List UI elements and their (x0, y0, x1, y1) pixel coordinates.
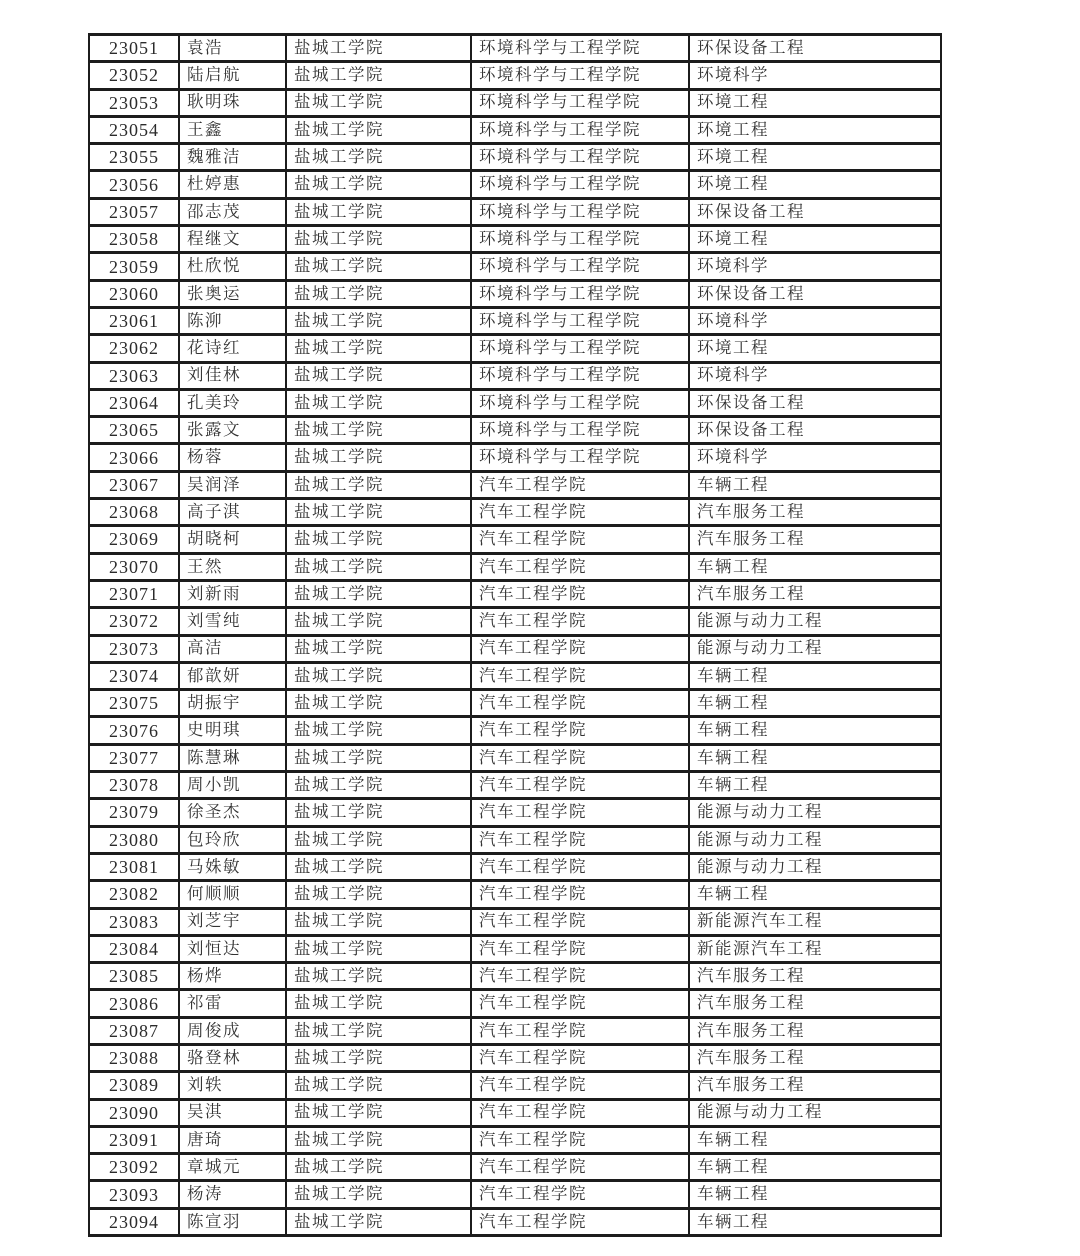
cell-major: 环境科学 (689, 62, 941, 89)
cell-name: 郁歆妍 (179, 662, 286, 689)
cell-id: 23077 (89, 744, 179, 771)
cell-university: 盐城工学院 (286, 853, 471, 880)
cell-id: 23066 (89, 444, 179, 471)
cell-major: 环保设备工程 (689, 389, 941, 416)
table-row (89, 389, 941, 416)
cell-college: 汽车工程学院 (471, 608, 689, 635)
cell-major: 汽车服务工程 (689, 1017, 941, 1044)
cell-major: 汽车服务工程 (689, 990, 941, 1017)
cell-id: 23078 (89, 772, 179, 799)
table-row (89, 417, 941, 444)
cell-university: 盐城工学院 (286, 116, 471, 143)
table-row (89, 608, 941, 635)
cell-university: 盐城工学院 (286, 499, 471, 526)
cell-college: 汽车工程学院 (471, 1154, 689, 1181)
cell-id: 23085 (89, 963, 179, 990)
cell-university: 盐城工学院 (286, 1017, 471, 1044)
cell-college: 环境科学与工程学院 (471, 417, 689, 444)
table-row (89, 963, 941, 990)
cell-university: 盐城工学院 (286, 1181, 471, 1208)
cell-college: 汽车工程学院 (471, 826, 689, 853)
table-row (89, 198, 941, 225)
table-row (89, 280, 941, 307)
cell-major: 车辆工程 (689, 772, 941, 799)
table-row (89, 690, 941, 717)
cell-major: 能源与动力工程 (689, 826, 941, 853)
cell-university: 盐城工学院 (286, 35, 471, 62)
cell-university: 盐城工学院 (286, 799, 471, 826)
cell-name: 马姝敏 (179, 853, 286, 880)
cell-id: 23058 (89, 226, 179, 253)
table-row (89, 62, 941, 89)
cell-college: 环境科学与工程学院 (471, 35, 689, 62)
cell-name: 刘佳林 (179, 362, 286, 389)
cell-college: 汽车工程学院 (471, 526, 689, 553)
table-row (89, 362, 941, 389)
cell-id: 23094 (89, 1208, 179, 1235)
cell-major: 环境工程 (689, 226, 941, 253)
table-row (89, 799, 941, 826)
cell-university: 盐城工学院 (286, 662, 471, 689)
cell-college: 环境科学与工程学院 (471, 198, 689, 225)
cell-college: 汽车工程学院 (471, 690, 689, 717)
table-row (89, 990, 941, 1017)
cell-university: 盐城工学院 (286, 1044, 471, 1071)
cell-university: 盐城工学院 (286, 635, 471, 662)
cell-id: 23092 (89, 1154, 179, 1181)
cell-college: 汽车工程学院 (471, 1072, 689, 1099)
table-row (89, 881, 941, 908)
cell-major: 车辆工程 (689, 717, 941, 744)
table-row (89, 826, 941, 853)
cell-university: 盐城工学院 (286, 717, 471, 744)
cell-id: 23051 (89, 35, 179, 62)
cell-college: 汽车工程学院 (471, 1126, 689, 1153)
table-row (89, 1017, 941, 1044)
cell-major: 车辆工程 (689, 1181, 941, 1208)
cell-name: 高洁 (179, 635, 286, 662)
cell-name: 袁浩 (179, 35, 286, 62)
cell-college: 汽车工程学院 (471, 471, 689, 498)
cell-name: 刘雪纯 (179, 608, 286, 635)
cell-id: 23055 (89, 144, 179, 171)
cell-id: 23057 (89, 198, 179, 225)
cell-id: 23074 (89, 662, 179, 689)
cell-name: 刘新雨 (179, 580, 286, 607)
cell-id: 23064 (89, 389, 179, 416)
cell-major: 能源与动力工程 (689, 799, 941, 826)
cell-id: 23075 (89, 690, 179, 717)
cell-university: 盐城工学院 (286, 935, 471, 962)
cell-university: 盐城工学院 (286, 171, 471, 198)
cell-university: 盐城工学院 (286, 144, 471, 171)
cell-major: 汽车服务工程 (689, 499, 941, 526)
cell-major: 环境科学 (689, 253, 941, 280)
table-row (89, 853, 941, 880)
cell-id: 23070 (89, 553, 179, 580)
cell-college: 环境科学与工程学院 (471, 307, 689, 334)
cell-college: 汽车工程学院 (471, 1099, 689, 1126)
student-table-body (89, 35, 941, 1236)
cell-name: 邵志茂 (179, 198, 286, 225)
table-row (89, 908, 941, 935)
cell-university: 盐城工学院 (286, 198, 471, 225)
cell-name: 程继文 (179, 226, 286, 253)
cell-major: 环保设备工程 (689, 417, 941, 444)
cell-name: 陈泖 (179, 307, 286, 334)
cell-college: 汽车工程学院 (471, 853, 689, 880)
cell-id: 23086 (89, 990, 179, 1017)
table-row (89, 1099, 941, 1126)
cell-major: 环境工程 (689, 144, 941, 171)
cell-id: 23072 (89, 608, 179, 635)
table-row (89, 1181, 941, 1208)
table-row (89, 1126, 941, 1153)
cell-college: 汽车工程学院 (471, 717, 689, 744)
cell-college: 环境科学与工程学院 (471, 389, 689, 416)
cell-name: 魏雅洁 (179, 144, 286, 171)
cell-college: 汽车工程学院 (471, 1044, 689, 1071)
cell-college: 汽车工程学院 (471, 499, 689, 526)
table-row (89, 1154, 941, 1181)
cell-name: 张奥运 (179, 280, 286, 307)
cell-name: 耿明珠 (179, 89, 286, 116)
cell-name: 王然 (179, 553, 286, 580)
table-row (89, 471, 941, 498)
cell-name: 张露文 (179, 417, 286, 444)
cell-university: 盐城工学院 (286, 335, 471, 362)
cell-major: 车辆工程 (689, 881, 941, 908)
table-row (89, 526, 941, 553)
cell-college: 汽车工程学院 (471, 772, 689, 799)
cell-college: 汽车工程学院 (471, 1017, 689, 1044)
table-row (89, 116, 941, 143)
cell-college: 环境科学与工程学院 (471, 444, 689, 471)
table-row (89, 1208, 941, 1235)
cell-id: 23091 (89, 1126, 179, 1153)
cell-college: 汽车工程学院 (471, 744, 689, 771)
cell-major: 环保设备工程 (689, 198, 941, 225)
cell-name: 刘恒达 (179, 935, 286, 962)
cell-major: 新能源汽车工程 (689, 908, 941, 935)
cell-name: 吴淇 (179, 1099, 286, 1126)
cell-name: 陆启航 (179, 62, 286, 89)
cell-major: 新能源汽车工程 (689, 935, 941, 962)
cell-id: 23088 (89, 1044, 179, 1071)
cell-university: 盐城工学院 (286, 226, 471, 253)
cell-university: 盐城工学院 (286, 89, 471, 116)
cell-university: 盐城工学院 (286, 280, 471, 307)
cell-major: 环保设备工程 (689, 280, 941, 307)
cell-university: 盐城工学院 (286, 608, 471, 635)
cell-id: 23068 (89, 499, 179, 526)
cell-name: 祁雷 (179, 990, 286, 1017)
cell-college: 汽车工程学院 (471, 935, 689, 962)
cell-major: 环境工程 (689, 335, 941, 362)
cell-id: 23060 (89, 280, 179, 307)
cell-id: 23080 (89, 826, 179, 853)
cell-university: 盐城工学院 (286, 690, 471, 717)
cell-id: 23059 (89, 253, 179, 280)
table-row (89, 226, 941, 253)
cell-college: 环境科学与工程学院 (471, 62, 689, 89)
cell-id: 23067 (89, 471, 179, 498)
cell-name: 陈慧琳 (179, 744, 286, 771)
cell-name: 胡晓柯 (179, 526, 286, 553)
cell-name: 史明琪 (179, 717, 286, 744)
cell-major: 环境工程 (689, 116, 941, 143)
cell-university: 盐城工学院 (286, 990, 471, 1017)
cell-id: 23089 (89, 1072, 179, 1099)
table-row (89, 253, 941, 280)
cell-id: 23065 (89, 417, 179, 444)
cell-major: 车辆工程 (689, 690, 941, 717)
cell-university: 盐城工学院 (286, 526, 471, 553)
cell-id: 23073 (89, 635, 179, 662)
cell-university: 盐城工学院 (286, 881, 471, 908)
cell-major: 能源与动力工程 (689, 635, 941, 662)
table-row (89, 444, 941, 471)
cell-id: 23062 (89, 335, 179, 362)
cell-id: 23061 (89, 307, 179, 334)
cell-major: 车辆工程 (689, 1126, 941, 1153)
cell-id: 23087 (89, 1017, 179, 1044)
cell-major: 环保设备工程 (689, 35, 941, 62)
table-row (89, 935, 941, 962)
student-roster-table (88, 33, 942, 1237)
cell-college: 汽车工程学院 (471, 635, 689, 662)
cell-college: 环境科学与工程学院 (471, 253, 689, 280)
table-row (89, 171, 941, 198)
cell-college: 环境科学与工程学院 (471, 362, 689, 389)
table-row (89, 89, 941, 116)
cell-name: 高子淇 (179, 499, 286, 526)
cell-university: 盐城工学院 (286, 1099, 471, 1126)
cell-college: 环境科学与工程学院 (471, 226, 689, 253)
cell-id: 23063 (89, 362, 179, 389)
cell-id: 23082 (89, 881, 179, 908)
cell-name: 孔美玲 (179, 389, 286, 416)
cell-id: 23052 (89, 62, 179, 89)
cell-college: 环境科学与工程学院 (471, 335, 689, 362)
cell-name: 胡振宇 (179, 690, 286, 717)
table-row (89, 717, 941, 744)
cell-college: 汽车工程学院 (471, 990, 689, 1017)
table-row (89, 35, 941, 62)
cell-university: 盐城工学院 (286, 1072, 471, 1099)
cell-college: 汽车工程学院 (471, 963, 689, 990)
cell-university: 盐城工学院 (286, 1126, 471, 1153)
cell-major: 车辆工程 (689, 471, 941, 498)
cell-id: 23076 (89, 717, 179, 744)
table-row (89, 635, 941, 662)
table-row (89, 144, 941, 171)
cell-name: 周俊成 (179, 1017, 286, 1044)
cell-id: 23081 (89, 853, 179, 880)
cell-id: 23079 (89, 799, 179, 826)
cell-id: 23069 (89, 526, 179, 553)
cell-university: 盐城工学院 (286, 389, 471, 416)
cell-major: 汽车服务工程 (689, 1044, 941, 1071)
cell-name: 包玲欣 (179, 826, 286, 853)
cell-major: 车辆工程 (689, 662, 941, 689)
cell-university: 盐城工学院 (286, 471, 471, 498)
cell-id: 23093 (89, 1181, 179, 1208)
cell-name: 唐琦 (179, 1126, 286, 1153)
cell-major: 汽车服务工程 (689, 526, 941, 553)
table-row (89, 335, 941, 362)
cell-major: 能源与动力工程 (689, 608, 941, 635)
cell-university: 盐城工学院 (286, 1154, 471, 1181)
cell-id: 23071 (89, 580, 179, 607)
table-row (89, 580, 941, 607)
cell-id: 23054 (89, 116, 179, 143)
cell-name: 王鑫 (179, 116, 286, 143)
cell-university: 盐城工学院 (286, 362, 471, 389)
cell-name: 杜欣悦 (179, 253, 286, 280)
cell-name: 杜婷惠 (179, 171, 286, 198)
cell-university: 盐城工学院 (286, 908, 471, 935)
cell-id: 23083 (89, 908, 179, 935)
cell-major: 环境工程 (689, 89, 941, 116)
cell-college: 环境科学与工程学院 (471, 171, 689, 198)
cell-id: 23090 (89, 1099, 179, 1126)
cell-name: 陈宣羽 (179, 1208, 286, 1235)
cell-name: 杨涛 (179, 1181, 286, 1208)
cell-name: 周小凯 (179, 772, 286, 799)
cell-major: 汽车服务工程 (689, 580, 941, 607)
cell-college: 汽车工程学院 (471, 1208, 689, 1235)
cell-university: 盐城工学院 (286, 253, 471, 280)
cell-name: 杨烨 (179, 963, 286, 990)
cell-university: 盐城工学院 (286, 744, 471, 771)
cell-major: 能源与动力工程 (689, 1099, 941, 1126)
table-row (89, 662, 941, 689)
cell-name: 徐圣杰 (179, 799, 286, 826)
cell-major: 环境科学 (689, 444, 941, 471)
cell-id: 23084 (89, 935, 179, 962)
cell-college: 环境科学与工程学院 (471, 89, 689, 116)
cell-major: 汽车服务工程 (689, 963, 941, 990)
cell-college: 汽车工程学院 (471, 662, 689, 689)
cell-college: 环境科学与工程学院 (471, 116, 689, 143)
cell-name: 刘芝宇 (179, 908, 286, 935)
cell-college: 汽车工程学院 (471, 881, 689, 908)
cell-major: 环境科学 (689, 307, 941, 334)
cell-university: 盐城工学院 (286, 62, 471, 89)
cell-college: 环境科学与工程学院 (471, 144, 689, 171)
cell-major: 车辆工程 (689, 553, 941, 580)
cell-university: 盐城工学院 (286, 307, 471, 334)
cell-name: 何顺顺 (179, 881, 286, 908)
table-row (89, 499, 941, 526)
cell-name: 吴润泽 (179, 471, 286, 498)
table-row (89, 1072, 941, 1099)
cell-college: 汽车工程学院 (471, 908, 689, 935)
cell-major: 车辆工程 (689, 744, 941, 771)
cell-major: 车辆工程 (689, 1154, 941, 1181)
cell-university: 盐城工学院 (286, 580, 471, 607)
cell-name: 刘轶 (179, 1072, 286, 1099)
cell-college: 汽车工程学院 (471, 799, 689, 826)
cell-major: 车辆工程 (689, 1208, 941, 1235)
cell-university: 盐城工学院 (286, 772, 471, 799)
cell-college: 汽车工程学院 (471, 580, 689, 607)
cell-university: 盐城工学院 (286, 417, 471, 444)
cell-university: 盐城工学院 (286, 1208, 471, 1235)
table-row (89, 1044, 941, 1071)
cell-university: 盐城工学院 (286, 553, 471, 580)
cell-major: 环境科学 (689, 362, 941, 389)
table-row (89, 772, 941, 799)
table-row (89, 744, 941, 771)
cell-university: 盐城工学院 (286, 963, 471, 990)
cell-university: 盐城工学院 (286, 826, 471, 853)
cell-name: 杨蓉 (179, 444, 286, 471)
cell-university: 盐城工学院 (286, 444, 471, 471)
cell-id: 23053 (89, 89, 179, 116)
table-row (89, 553, 941, 580)
cell-college: 汽车工程学院 (471, 553, 689, 580)
cell-name: 骆登林 (179, 1044, 286, 1071)
cell-major: 能源与动力工程 (689, 853, 941, 880)
cell-college: 环境科学与工程学院 (471, 280, 689, 307)
cell-name: 章城元 (179, 1154, 286, 1181)
cell-major: 汽车服务工程 (689, 1072, 941, 1099)
table-row (89, 307, 941, 334)
cell-major: 环境工程 (689, 171, 941, 198)
cell-college: 汽车工程学院 (471, 1181, 689, 1208)
cell-id: 23056 (89, 171, 179, 198)
cell-name: 花诗红 (179, 335, 286, 362)
